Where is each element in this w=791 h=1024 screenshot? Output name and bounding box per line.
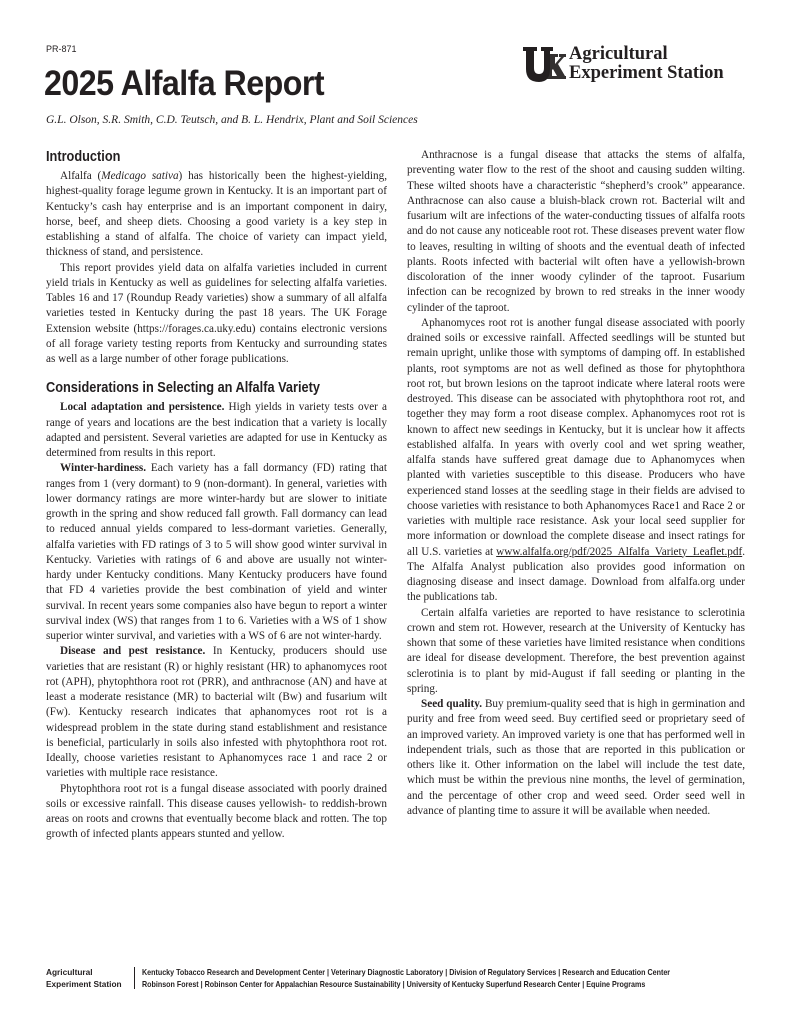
seed-quality-paragraph: Seed quality. Buy premium-quality seed that is high in germination and purity and free from weed seed. Buy certified seed or proprietary seed of an improved variety. An improved variety is one that has performed well in independent trials, such as those that are reported in this publication or others like it. Other information on the label will include the test date, which must be within the previous nine months, the level of germination, and the percentage of other crop and weed seed. Order seed well in advance of planting time to assure it will be available when needed.	[407, 698, 745, 817]
local-adaptation-paragraph: Local adaptation and persistence. High yields in variety tests over a range of years and locations are the best indication that a variety is locally adapted and persistent. Several varieties are adapted for use in Kentucky as determined from results in this report.	[46, 401, 387, 459]
sclerotinia-paragraph: Certain alfalfa varieties are reported to have resistance to sclerotinia crown and stem rot. However, research at the University of Kentucky has shown that some of these varieties have limited resistance when conditions are ideal for disease development. Therefore, the best prevention against sclerotinia is to plant by mid-August if fall seeding or planting in the spring.	[407, 606, 745, 695]
logo-text	[569, 45, 724, 83]
anthracnose-paragraph: Anthracnose is a fungal disease that attacks the stems of alfalfa, preventing water flow to the rest of the shoot and causing sudden wilting. These wilted shoots have a characteristic “shepherd’s crook” appearance. Anthracnose can also cause a bluish-black crown rot. Bacterial wilt and fusarium wilt are infections of the water-conducting tissues of alfalfa roots and do not cause any noticeable root rot. These diseases prevent water flow to leaves, resulting in wilting of shoots and the eventual death of infected plants. Roots infected with bacterial wilt often have a yellowish-brown discoloration of the inner woody cylinder of the taproot. Fusarium infection can be recognized by brown to red streaks in the inner woody cylinder of the taproot.	[407, 149, 745, 314]
alfalfa-leaflet-link[interactable]: www.alfalfa.org/pdf/2025_Alfalfa_Variety_Leaflet.pdf	[496, 545, 743, 558]
right-column	[407, 148, 745, 819]
footer-divider	[134, 967, 135, 989]
aphanomyces-paragraph: Aphanomyces root rot is another fungal disease associated with poorly drained soils or excessive rainfall. Affected seedlings will be stunted but remain upright, unlike those with symptoms of damping off. In established plants, root symptoms are not as well defined as those for phytophthora root rot, but brown lesions on the taproot indicate where lateral roots were destroyed. This disease can be associated with phytophthora root rot, and together they may form a root disease complex. Aphanomyces root rot is known to affect new seedings in Kentucky, but it is unclear how it affects established alfalfa. In years with overly cool and wet spring weather, alfalfa stands have suffered great damage due to Aphanomyces when planted with varieties susceptible to this disease. Producers who have experienced stand losses at the seedling stage in their fields are advised to choose varieties with resistance to both Aphanomyces Race1 and Race 2 or varieties with multiple race resistance. Ask your local seed supplier for more information or download the complete disease and insect ratings for all U.S. varieties at www.alfalfa.org/pdf/2025_Alfalfa_Variety_Leaflet.pdf. The Alfalfa Analyst publication also provides good information on diagnosing disease and insect damage. Download from alfalfa.org under the publications tab.	[407, 316, 745, 604]
winter-hardiness-paragraph: Winter-hardiness. Each variety has a fall dormancy (FD) rating that ranges from 1 (very dormant) to 9 (non-dormant). In general, varieties with lower dormancy ratings are more winter-hardy but are slower to initiate growth in the spring and show reduced fall growth. Fall dormancy can lead to reduced annual yields compared to less-dormant varieties. Generally, alfalfa varieties with FD ratings of 3 to 5 will show good winter survival in Kentucky. Varieties with ratings of 6 and above are usually not winter-hardy under Kentucky conditions. Many Kentucky producers have found that FD 4 varieties provide the best combination of yield and winter survival. In recent years some companies also have begun to report a winter survival index (WS) that ranges from 1 to 6. Varieties with a WS of 1 show superior winter survival, and varieties with a WS of 6 are not winter-hardy.	[46, 462, 387, 642]
introduction-heading: Introduction	[46, 149, 121, 165]
footer-line-1: Kentucky Tobacco Research and Development Center | Veterinary Diagnostic Laboratory | Division of Regulatory Services | Research and Education Center	[142, 967, 671, 977]
uk-aes-logo	[522, 44, 752, 92]
footer-line-2: Robinson Forest | Robinson Center for Appalachian Resource Sustainability | University of Kentucky Superfund Research Center | Equine Programs	[142, 979, 646, 989]
footer-unit-name: Agricultural Experiment Station	[46, 967, 122, 989]
report-number: PR-871	[46, 44, 77, 54]
logo-line-2: Experiment Station	[569, 63, 724, 83]
intro-paragraph-2: This report provides yield data on alfalfa varieties included in current yield trials in Kentucky as well as guidelines for selecting alfalfa varieties. Tables 16 and 17 (Roundup Ready varieties) show a summary of all alfalfa varieties tested in Kentucky during the past 18 years. The UK Forage Extension website (https://forages.ca.uky.edu) contains electronic versions of all forage variety testing reports from Kentucky and surrounding states as well as a large number of other forage publications.	[46, 261, 387, 365]
considerations-heading: Considerations in Selecting an Alfalfa Variety	[46, 380, 320, 397]
disease-resistance-paragraph: Disease and pest resistance. In Kentucky, producers should use varieties that are resistant (R) or highly resistant (HR) to aphanomyces root rot (APH), phytophthora root rot (PRR), and anthracnose (AN) and have at least a moderate resistance (MR) to bacterial wilt (Bw) and fusarium wilt (Fw). Kentucky research indicates that aphanomyces root rot is a widespread problem in the state during stand establishment and resistance is beneficial, particularly in soils also infested with phytophthora root rot. Ideally, choose varieties resistant to Aphanomyces race 1 and race 2 or varieties with multiple race resistance.	[46, 645, 387, 780]
page-title: 2025 Alfalfa Report	[44, 64, 325, 103]
intro-paragraph-1: Alfalfa (Medicago sativa) has historically been the highest-yielding, highest-quality forage legume grown in Kentucky. It is an important part of Kentucky’s cash hay enterprise and is an important component in dairy, horse, beef, and sheep diets. Choosing a good variety is a key step in establishing a stand of alfalfa. The choice of variety can impact yield, thickness of stand, and persistence.	[46, 170, 387, 259]
authors-line: G.L. Olson, S.R. Smith, C.D. Teutsch, and B. L. Hendrix, Plant and Soil Sciences	[46, 114, 418, 126]
phytophthora-paragraph: Phytophthora root rot is a fungal disease associated with poorly drained soils or excessive rainfall. This disease causes yellowish- to reddish-brown areas on roots and crowns that eventually become black and rotten. The top growth of infected plants appears stunted and yellow.	[46, 782, 387, 841]
species-name: Medicago sativa	[101, 170, 179, 182]
footer-programs	[142, 966, 670, 990]
uk-logo-icon	[522, 46, 566, 84]
left-column	[46, 148, 387, 843]
logo-line-1: Agricultural	[569, 44, 668, 64]
